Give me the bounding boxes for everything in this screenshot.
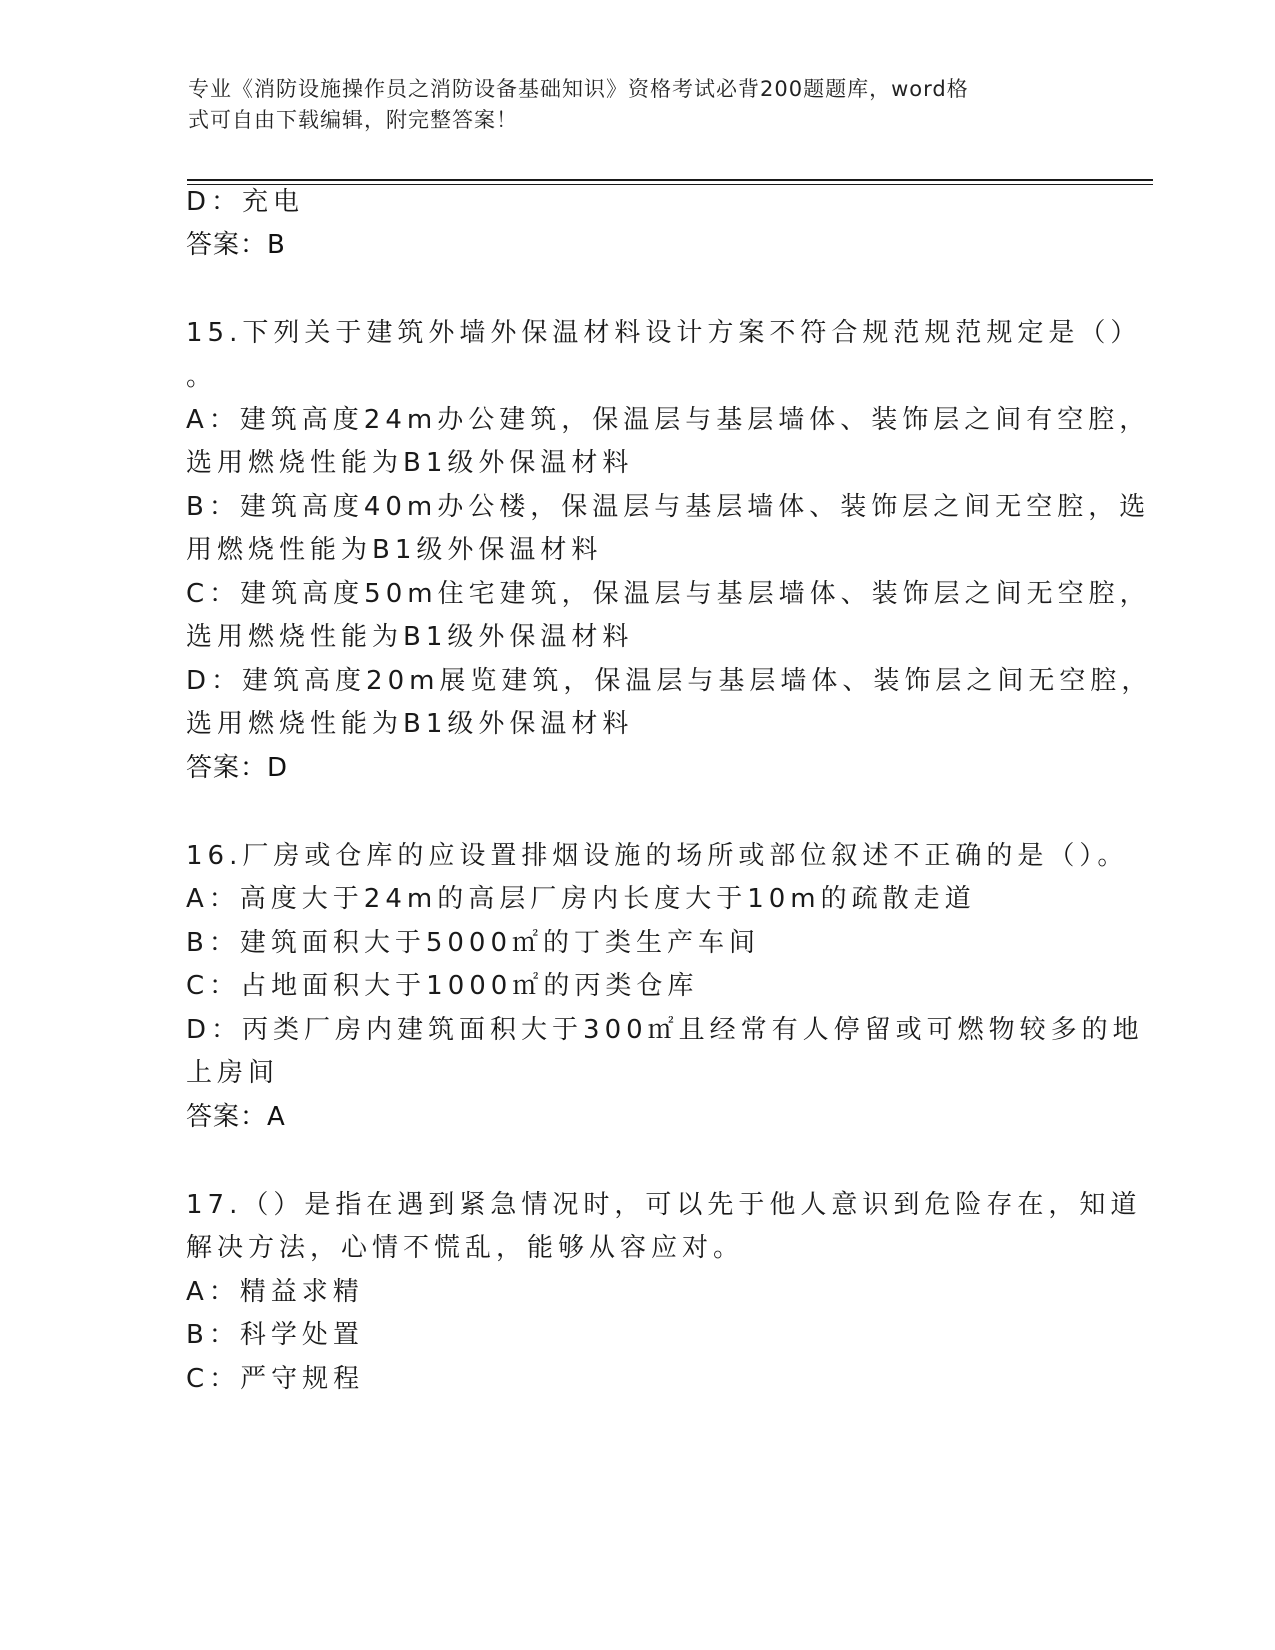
q15-option-a-line-2: 选用燃烧性能为B1级外保温材料 xyxy=(186,448,634,478)
q15-option-d-line-1: D：建筑高度20m展览建筑，保温层与基层墙体、装饰层之间无空腔， xyxy=(186,666,1153,696)
q16-option-d-line-2: 上房间 xyxy=(186,1058,280,1088)
q15-option-c-line-1: C：建筑高度50m住宅建筑，保温层与基层墙体、装饰层之间无空腔， xyxy=(186,579,1151,609)
q15-option-b-line-1: B：建筑高度40m办公楼，保温层与基层墙体、装饰层之间无空腔，选 xyxy=(186,492,1151,522)
q16-stem-line-1: 16.厂房或仓库的应设置排烟设施的场所或部位叙述不正确的是（）。 xyxy=(186,841,1129,871)
prev-question-option-d: D：充电 xyxy=(186,187,305,217)
q16-option-d-line-1: D：丙类厂房内建筑面积大于300㎡且经常有人停留或可燃物较多的地 xyxy=(186,1015,1144,1045)
header-divider-thin xyxy=(187,184,1153,185)
q16-option-c: C：占地面积大于1000㎡的丙类仓库 xyxy=(186,971,699,1001)
q17-option-a: A：精益求精 xyxy=(186,1277,364,1307)
q17-stem-line-1: 17.（）是指在遇到紧急情况时，可以先于他人意识到危险存在，知道 xyxy=(186,1190,1142,1220)
q17-option-c: C：严守规程 xyxy=(186,1364,365,1394)
document-header xyxy=(188,74,1068,136)
q15-stem-line-1: 15.下列关于建筑外墙外保温材料设计方案不符合规范规范规定是（） xyxy=(186,318,1142,348)
q15-answer: 答案：D xyxy=(186,753,289,783)
q17-stem-line-2: 解决方法，心情不慌乱，能够从容应对。 xyxy=(186,1233,745,1263)
q15-option-d-line-2: 选用燃烧性能为B1级外保温材料 xyxy=(186,709,634,739)
q16-option-a: A：高度大于24m的高层厂房内长度大于10m的疏散走道 xyxy=(186,884,976,914)
q16-option-b: B：建筑面积大于5000㎡的丁类生产车间 xyxy=(186,928,761,958)
q16-answer: 答案：A xyxy=(186,1102,286,1132)
q15-option-a-line-1: A：建筑高度24m办公建筑，保温层与基层墙体、装饰层之间有空腔， xyxy=(186,405,1151,435)
q15-stem-line-2: 。 xyxy=(186,362,218,392)
q17-option-b: B：科学处置 xyxy=(186,1320,364,1350)
header-title-line-2: 式可自由下载编辑，附完整答案！ xyxy=(188,108,518,132)
prev-question-answer: 答案：B xyxy=(186,230,286,260)
q15-option-c-line-2: 选用燃烧性能为B1级外保温材料 xyxy=(186,622,634,652)
header-divider-thick xyxy=(187,179,1153,181)
q15-option-b-line-2: 用燃烧性能为B1级外保温材料 xyxy=(186,535,603,565)
header-title-line-1: 专业《消防设施操作员之消防设备基础知识》资格考试必背200题题库，word格 xyxy=(188,77,969,101)
